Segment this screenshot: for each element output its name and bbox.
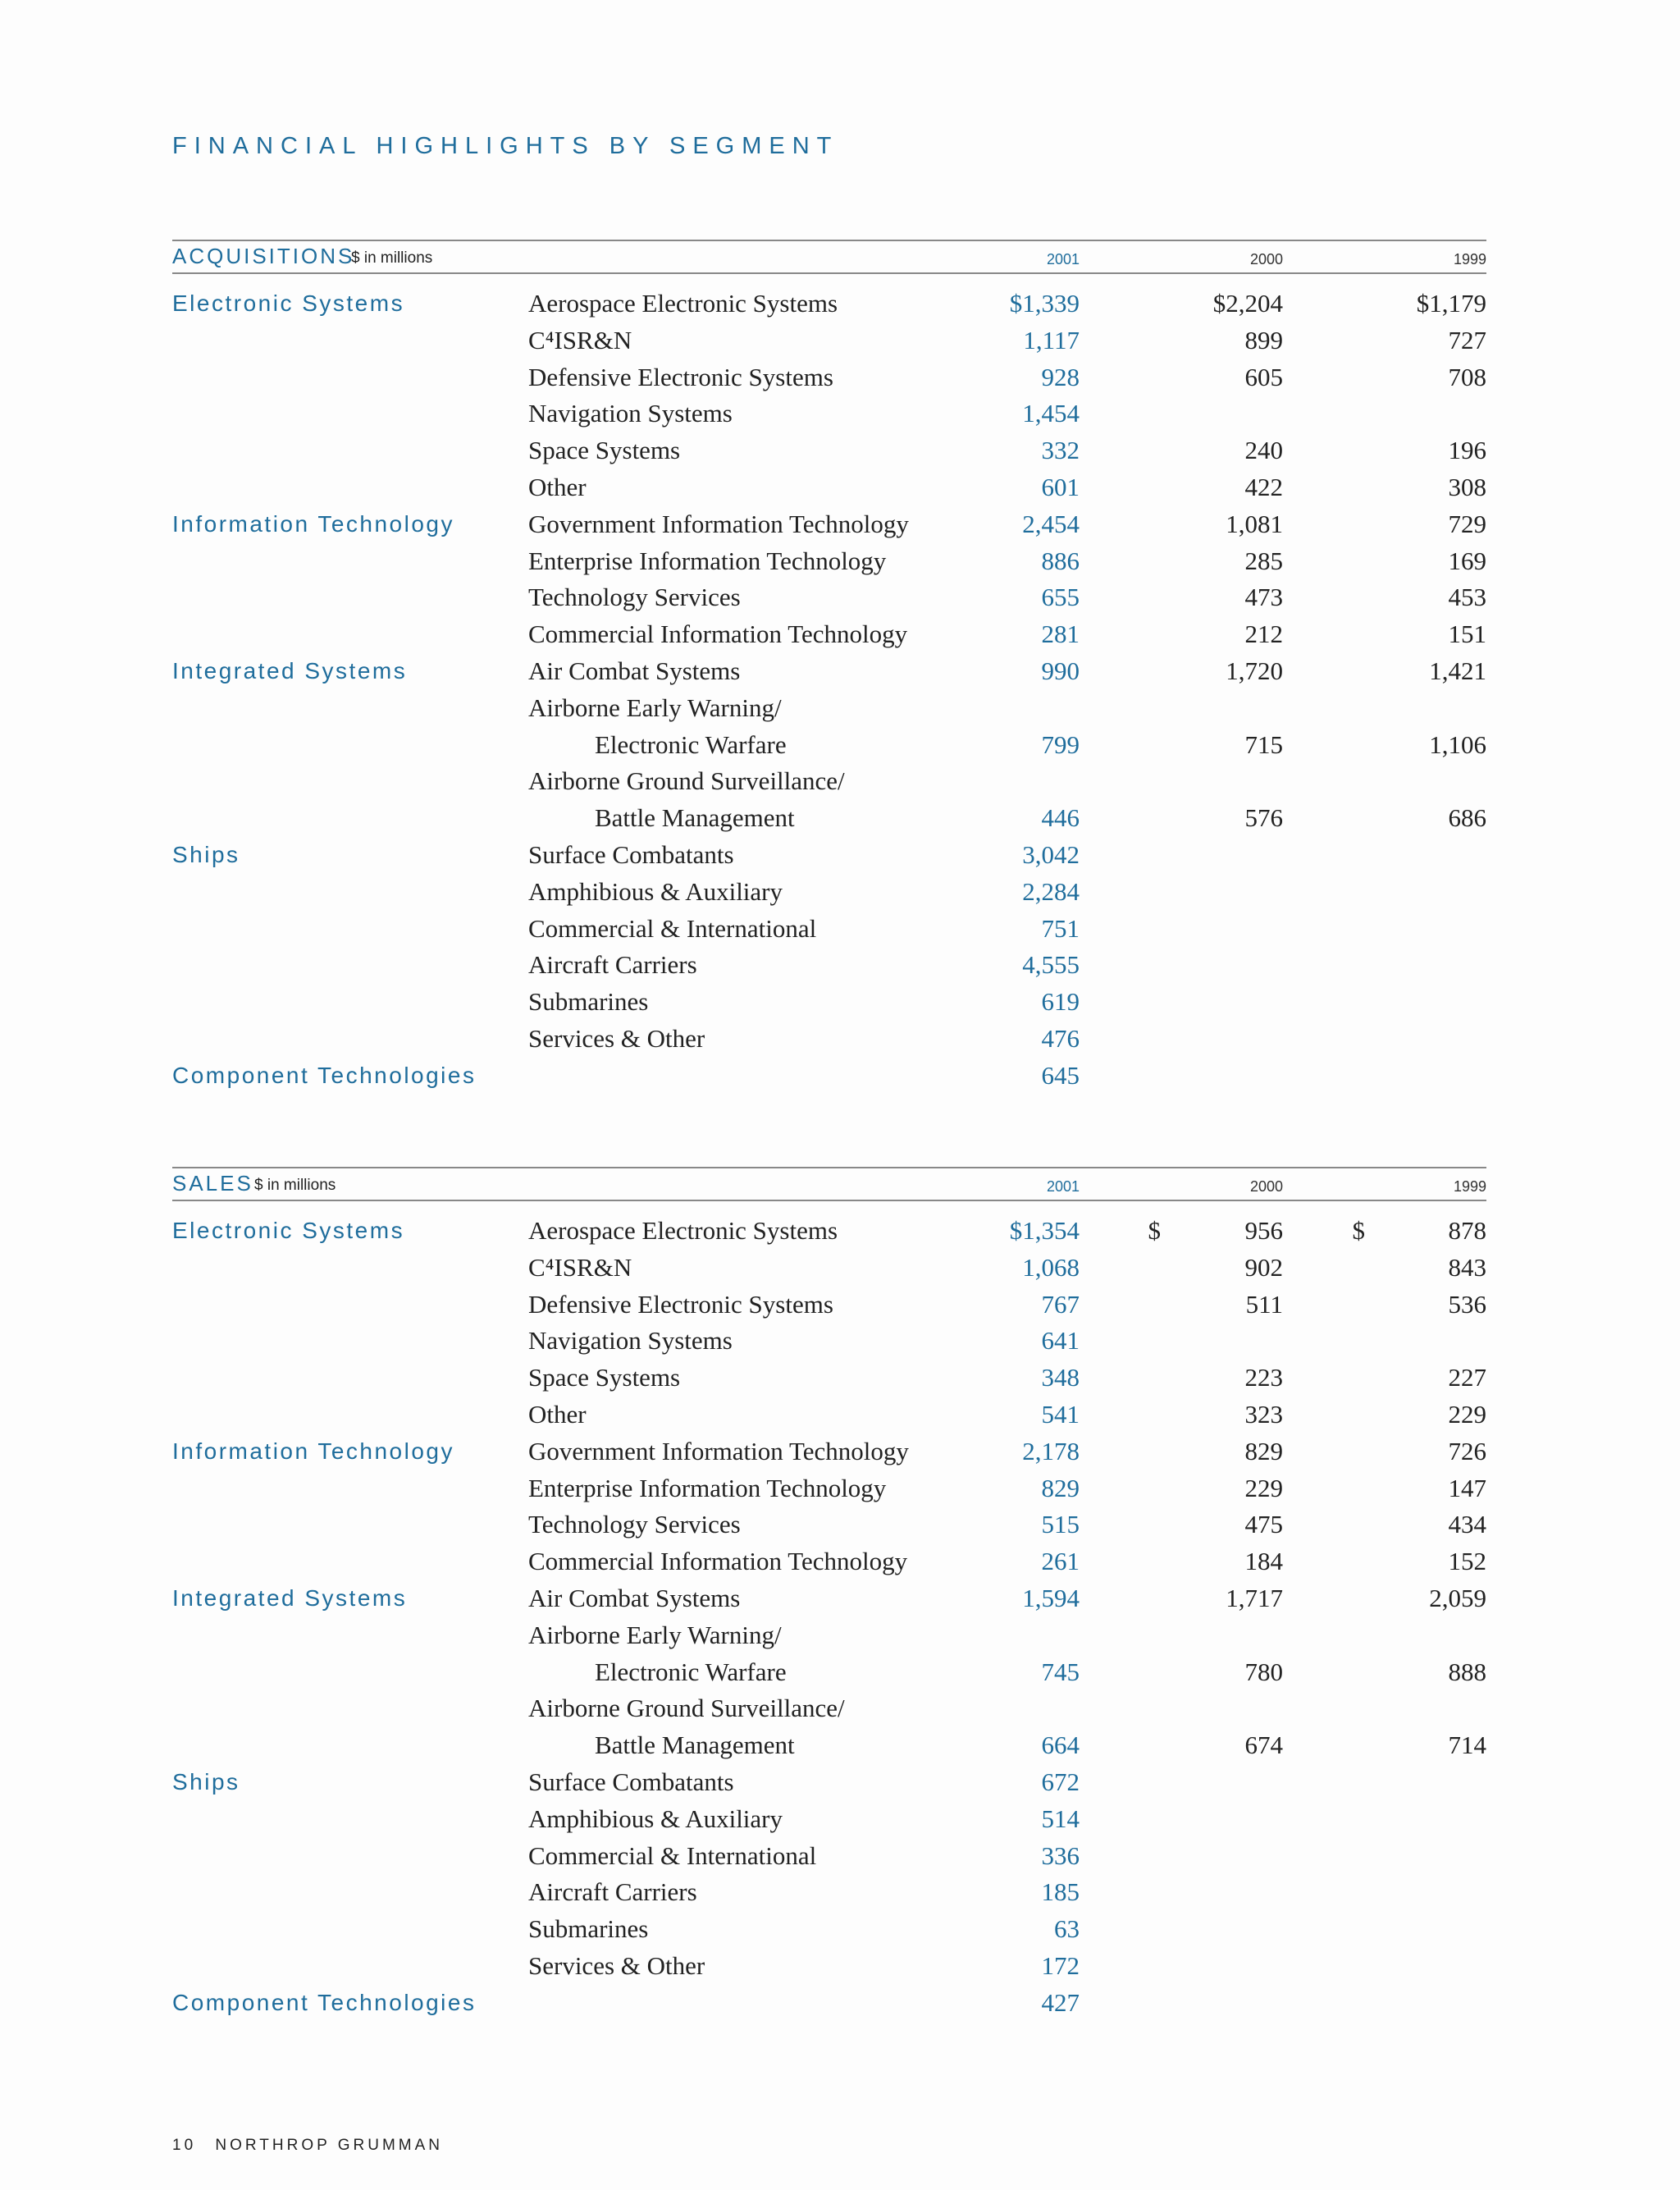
- value-2001: 332: [1041, 436, 1080, 465]
- row-label: Government Information Technology: [528, 509, 909, 538]
- sales-rows: [172, 1213, 1486, 2022]
- value-2000: $2,204: [1212, 289, 1283, 318]
- table-row: [172, 1985, 1486, 2022]
- year-2001-header: 2001: [1046, 1178, 1080, 1195]
- value-2001: 664: [1041, 1731, 1080, 1760]
- table-row: [172, 506, 1486, 543]
- row-label: Aircraft Carriers: [528, 950, 697, 980]
- row-label: Other: [528, 1399, 587, 1429]
- value-1999: 229: [1448, 1399, 1486, 1429]
- row-label: Airborne Ground Surveillance/: [528, 766, 845, 796]
- row-label: C⁴ISR&N: [528, 1252, 632, 1282]
- value-2001: $1,339: [1009, 289, 1080, 318]
- value-2000: 285: [1244, 546, 1283, 575]
- table-row: [172, 579, 1486, 616]
- value-2001: $1,354: [1009, 1216, 1080, 1245]
- table-row: [172, 395, 1486, 432]
- value-2000: 899: [1244, 325, 1283, 354]
- row-label: Navigation Systems: [528, 1326, 733, 1356]
- row-label: Electronic Warfare: [595, 1657, 787, 1686]
- row-label: Enterprise Information Technology: [528, 1473, 887, 1502]
- row-label: Aircraft Carriers: [528, 1877, 697, 1907]
- segment-name: Information Technology: [172, 1438, 454, 1464]
- value-2001: 1,454: [1022, 399, 1080, 428]
- row-label: Space Systems: [528, 1363, 681, 1392]
- value-2001: 281: [1041, 620, 1080, 649]
- value-1999: 714: [1448, 1731, 1486, 1760]
- row-label: Airborne Early Warning/: [528, 1620, 782, 1649]
- row-label: Services & Other: [528, 1023, 705, 1053]
- value-1999: 708: [1448, 362, 1486, 391]
- value-1999: 151: [1448, 620, 1486, 649]
- value-2000: 829: [1244, 1436, 1283, 1465]
- acquisitions-section: [172, 240, 1486, 1095]
- acquisitions-rows: [172, 286, 1486, 1095]
- table-row: [172, 1470, 1486, 1507]
- value-1999: 686: [1448, 803, 1486, 833]
- value-2000: 674: [1244, 1731, 1283, 1760]
- value-1999: 169: [1448, 546, 1486, 575]
- value-2001: 348: [1041, 1363, 1080, 1392]
- value-2001: 645: [1041, 1060, 1080, 1090]
- sales-unit: $ in millions: [254, 1177, 336, 1194]
- row-label: Defensive Electronic Systems: [528, 1289, 833, 1319]
- row-label: Surface Combatants: [528, 839, 734, 869]
- value-1999: 843: [1448, 1252, 1486, 1282]
- row-label: Enterprise Information Technology: [528, 546, 887, 575]
- segment-name: Integrated Systems: [172, 1584, 408, 1611]
- value-2001: 1,117: [1023, 325, 1080, 354]
- currency-symbol: $: [1352, 1216, 1365, 1245]
- value-2001: 672: [1041, 1767, 1080, 1796]
- value-1999: 227: [1448, 1363, 1486, 1392]
- value-2001: 829: [1041, 1473, 1080, 1502]
- acquisitions-unit: $ in millions: [351, 249, 433, 267]
- value-2001: 767: [1041, 1289, 1080, 1319]
- year-2000-header: 2000: [1249, 1178, 1283, 1195]
- value-2001: 427: [1041, 1987, 1080, 2017]
- table-row: [172, 1323, 1486, 1360]
- row-label: Aerospace Electronic Systems: [528, 1216, 838, 1245]
- value-2001: 2,178: [1022, 1436, 1080, 1465]
- value-2001: 745: [1041, 1657, 1080, 1686]
- table-row: [172, 1874, 1486, 1911]
- currency-symbol: $: [1148, 1216, 1161, 1245]
- table-row: [172, 1801, 1486, 1838]
- value-2000: 715: [1244, 729, 1283, 759]
- table-row: [172, 874, 1486, 911]
- table-row: [172, 1911, 1486, 1948]
- year-1999-header: 1999: [1453, 251, 1486, 267]
- table-row: [172, 800, 1486, 837]
- value-2001: 541: [1041, 1399, 1080, 1429]
- value-2001: 641: [1041, 1326, 1080, 1356]
- sales-title: SALES: [172, 1171, 253, 1196]
- segment-name: Information Technology: [172, 510, 454, 537]
- table-row: [172, 1764, 1486, 1801]
- value-2001: 799: [1041, 729, 1080, 759]
- value-1999: 888: [1448, 1657, 1486, 1686]
- value-2000: 223: [1244, 1363, 1283, 1392]
- table-row: [172, 727, 1486, 764]
- table-row: [172, 1543, 1486, 1580]
- value-2001: 2,454: [1022, 509, 1080, 538]
- value-1999: 729: [1448, 509, 1486, 538]
- value-2001: 928: [1041, 362, 1080, 391]
- page-footer: [172, 2137, 443, 2155]
- value-2000: 780: [1244, 1657, 1283, 1686]
- table-row: [172, 1213, 1486, 1250]
- value-2000: 902: [1244, 1252, 1283, 1282]
- table-row: [172, 1250, 1486, 1287]
- value-2001: 4,555: [1022, 950, 1080, 980]
- row-label: Air Combat Systems: [528, 1583, 741, 1612]
- value-2000: 1,720: [1226, 656, 1283, 685]
- value-1999: 308: [1448, 472, 1486, 501]
- segment-name: Electronic Systems: [172, 1218, 405, 1243]
- page-number: 10: [172, 2137, 197, 2154]
- value-2001: 619: [1041, 987, 1080, 1017]
- sales-header: [172, 1167, 1486, 1201]
- value-2001: 172: [1041, 1950, 1080, 1980]
- table-row: [172, 1058, 1486, 1095]
- value-1999: 878: [1448, 1216, 1486, 1245]
- row-label: C⁴ISR&N: [528, 325, 632, 354]
- value-2000: 1,081: [1226, 509, 1283, 538]
- segment-name: Component Technologies: [172, 1989, 477, 2015]
- row-label: Aerospace Electronic Systems: [528, 289, 838, 318]
- value-2000: 1,717: [1226, 1583, 1283, 1612]
- table-row: [172, 1360, 1486, 1397]
- table-row: [172, 653, 1486, 690]
- company-name: NORTHROP GRUMMAN: [215, 2137, 444, 2154]
- value-1999: 726: [1448, 1436, 1486, 1465]
- row-label: Other: [528, 472, 587, 501]
- value-2001: 886: [1041, 546, 1080, 575]
- value-2000: 511: [1245, 1289, 1283, 1319]
- value-1999: 196: [1448, 436, 1486, 465]
- sales-section: [172, 1167, 1486, 2022]
- value-1999: 434: [1448, 1510, 1486, 1539]
- table-row: [172, 616, 1486, 653]
- row-label: Defensive Electronic Systems: [528, 362, 833, 391]
- value-2001: 990: [1041, 656, 1080, 685]
- value-2000: 956: [1244, 1216, 1283, 1245]
- value-2001: 476: [1041, 1023, 1080, 1053]
- row-label: Amphibious & Auxiliary: [528, 1804, 783, 1833]
- year-1999-header: 1999: [1453, 1178, 1486, 1195]
- segment-name: Component Technologies: [172, 1062, 477, 1088]
- table-row: [172, 1654, 1486, 1691]
- segment-name: Ships: [172, 841, 240, 867]
- row-label: Government Information Technology: [528, 1436, 909, 1465]
- table-row: [172, 1287, 1486, 1324]
- page-title: FINANCIAL HIGHLIGHTS BY SEGMENT: [172, 133, 839, 159]
- row-label: Airborne Early Warning/: [528, 693, 782, 722]
- row-label: Surface Combatants: [528, 1767, 734, 1796]
- row-label: Commercial Information Technology: [528, 620, 908, 649]
- table-row: [172, 1506, 1486, 1543]
- value-2000: 475: [1244, 1510, 1283, 1539]
- value-2001: 655: [1041, 583, 1080, 612]
- table-row: [172, 432, 1486, 469]
- value-1999: 147: [1448, 1473, 1486, 1502]
- year-2000-header: 2000: [1249, 251, 1283, 267]
- segment-name: Ships: [172, 1768, 240, 1795]
- value-2000: 473: [1244, 583, 1283, 612]
- value-2001: 63: [1054, 1914, 1080, 1944]
- value-2000: 323: [1244, 1399, 1283, 1429]
- row-label: Commercial & International: [528, 1840, 817, 1870]
- table-row: [172, 690, 1486, 727]
- value-1999: 727: [1448, 325, 1486, 354]
- row-label: Battle Management: [595, 803, 795, 833]
- value-2001: 601: [1041, 472, 1080, 501]
- value-1999: 1,106: [1429, 729, 1486, 759]
- table-row: [172, 837, 1486, 874]
- value-2000: 184: [1244, 1547, 1283, 1576]
- value-2000: 229: [1244, 1473, 1283, 1502]
- value-2001: 446: [1041, 803, 1080, 833]
- value-2000: 605: [1244, 362, 1283, 391]
- table-row: [172, 1021, 1486, 1058]
- table-row: [172, 359, 1486, 396]
- table-row: [172, 1617, 1486, 1654]
- value-1999: 152: [1448, 1547, 1486, 1576]
- row-label: Technology Services: [528, 583, 741, 612]
- value-2001: 336: [1041, 1840, 1080, 1870]
- value-2001: 185: [1041, 1877, 1080, 1907]
- value-2001: 1,594: [1022, 1583, 1080, 1612]
- table-row: [172, 1690, 1486, 1727]
- table-row: [172, 1397, 1486, 1433]
- value-2001: 751: [1041, 913, 1080, 943]
- table-row: [172, 763, 1486, 800]
- row-label: Electronic Warfare: [595, 729, 787, 759]
- value-2001: 261: [1041, 1547, 1080, 1576]
- acquisitions-header: [172, 240, 1486, 274]
- table-row: [172, 543, 1486, 580]
- row-label: Airborne Ground Surveillance/: [528, 1694, 845, 1723]
- table-row: [172, 1433, 1486, 1470]
- value-2000: 576: [1244, 803, 1283, 833]
- table-row: [172, 1580, 1486, 1617]
- value-2000: 422: [1244, 472, 1283, 501]
- year-2001-header: 2001: [1046, 251, 1080, 267]
- table-row: [172, 911, 1486, 948]
- value-1999: 536: [1448, 1289, 1486, 1319]
- row-label: Submarines: [528, 1914, 649, 1944]
- segment-name: Electronic Systems: [172, 290, 405, 316]
- row-label: Technology Services: [528, 1510, 741, 1539]
- acquisitions-title: ACQUISITIONS: [172, 244, 355, 268]
- row-label: Amphibious & Auxiliary: [528, 876, 783, 906]
- table-row: [172, 947, 1486, 984]
- row-label: Space Systems: [528, 436, 681, 465]
- row-label: Air Combat Systems: [528, 656, 741, 685]
- row-label: Commercial Information Technology: [528, 1547, 908, 1576]
- row-label: Navigation Systems: [528, 399, 733, 428]
- value-1999: 453: [1448, 583, 1486, 612]
- row-label: Battle Management: [595, 1731, 795, 1760]
- value-1999: 1,421: [1429, 656, 1486, 685]
- value-2001: 514: [1041, 1804, 1080, 1833]
- table-row: [172, 984, 1486, 1021]
- table-row: [172, 469, 1486, 506]
- value-2000: 212: [1244, 620, 1283, 649]
- table-row: [172, 322, 1486, 359]
- row-label: Submarines: [528, 987, 649, 1017]
- value-2000: 240: [1244, 436, 1283, 465]
- segment-name: Integrated Systems: [172, 657, 408, 684]
- value-2001: 515: [1041, 1510, 1080, 1539]
- value-2001: 2,284: [1022, 876, 1080, 906]
- value-2001: 3,042: [1022, 839, 1080, 869]
- value-1999: $1,179: [1416, 289, 1486, 318]
- value-1999: 2,059: [1429, 1583, 1486, 1612]
- table-row: [172, 1838, 1486, 1875]
- table-row: [172, 1727, 1486, 1764]
- row-label: Services & Other: [528, 1950, 705, 1980]
- table-row: [172, 1948, 1486, 1985]
- table-row: [172, 286, 1486, 322]
- row-label: Commercial & International: [528, 913, 817, 943]
- value-2001: 1,068: [1022, 1252, 1080, 1282]
